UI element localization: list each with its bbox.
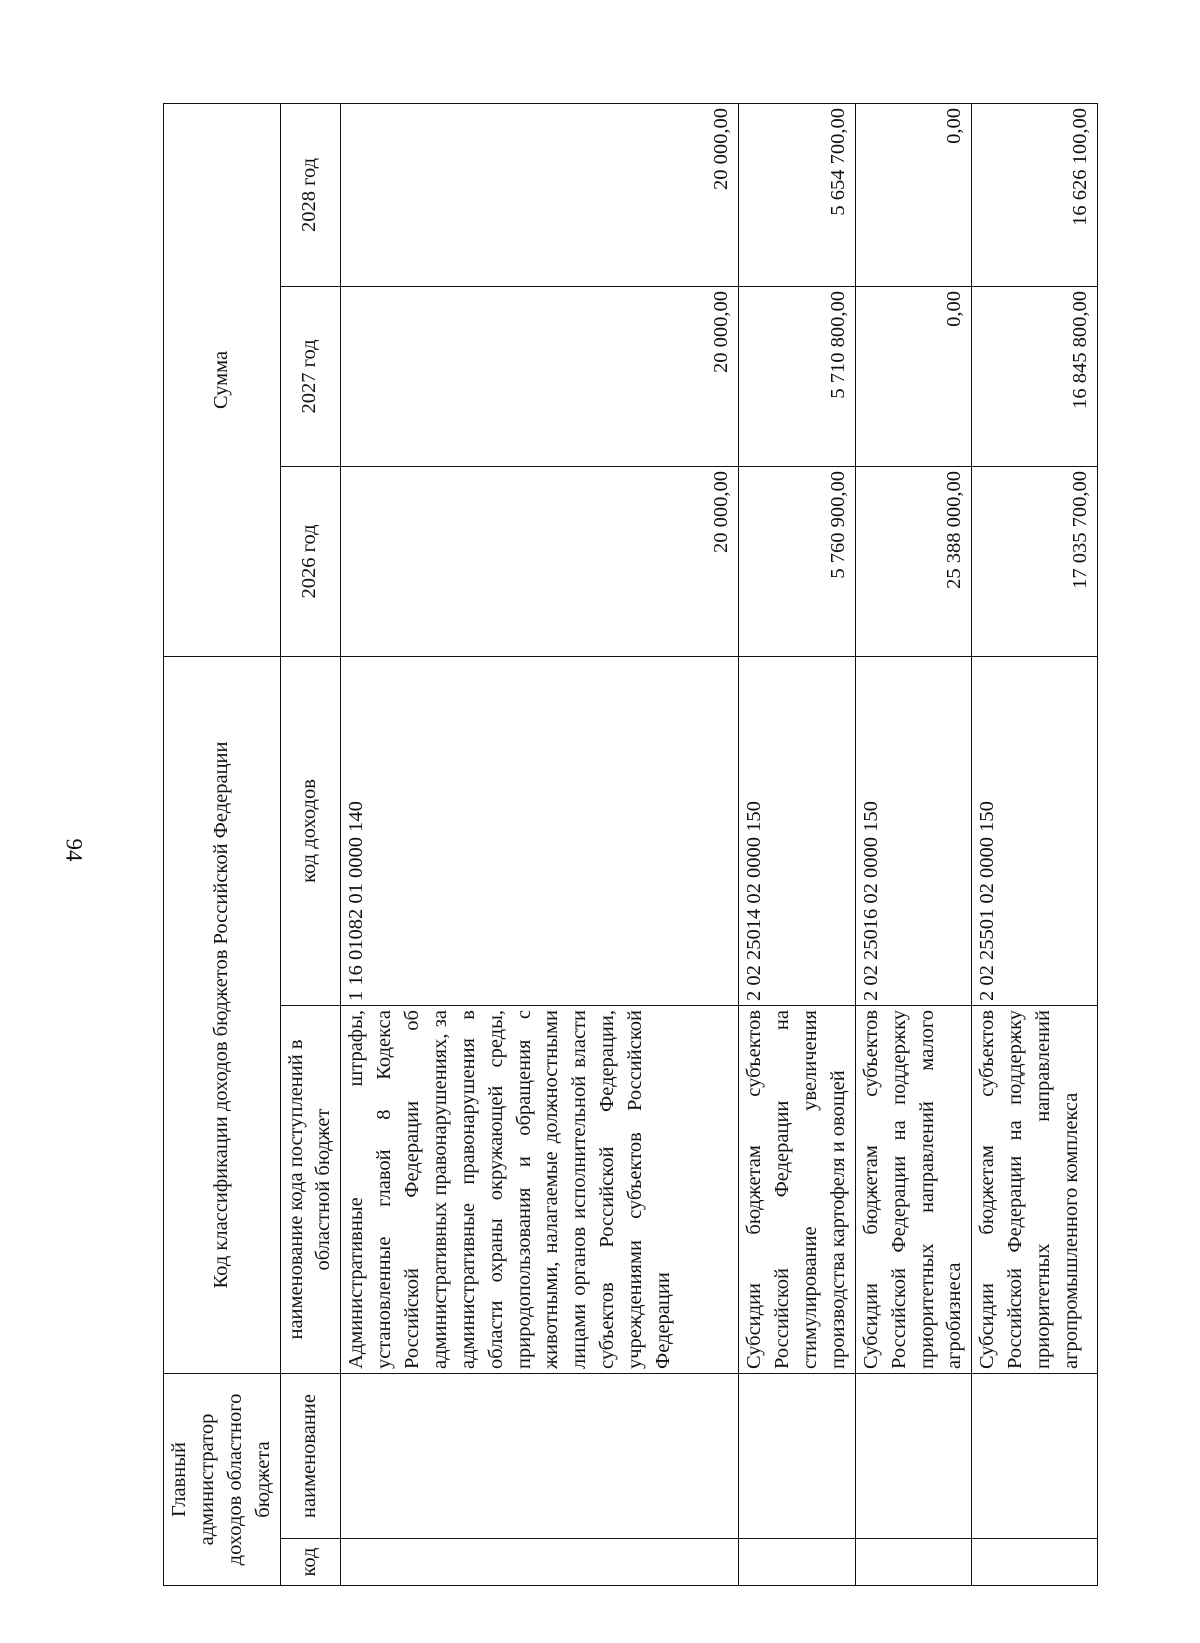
revenue-table bbox=[163, 103, 1098, 1586]
amount-2027-cell: 16 845 800,00 bbox=[972, 286, 1098, 466]
amount-2026-cell: 17 035 700,00 bbox=[972, 466, 1098, 656]
income-code-cell: 2 02 25014 02 0000 150 bbox=[739, 656, 856, 1005]
admin-code-cell bbox=[739, 1539, 856, 1586]
header-sum-group: Сумма bbox=[164, 103, 281, 656]
header-admin-name: наименование bbox=[280, 1374, 341, 1539]
table-row bbox=[739, 103, 856, 1585]
income-name-cell: Административные штрафы, установленные главой 8 Кодекса Российской Федерации об административных правонарушениях, за административные правонарушения в области охраны окружающей среды, природопользования и обращения с животными, налагаемые должностными лицами органов исполнительной власти субъектов Российской Федерации, учреждениями субъектов Российской Федерации bbox=[341, 1006, 739, 1374]
amount-2027-cell: 0,00 bbox=[855, 286, 972, 466]
admin-name-cell bbox=[341, 1374, 739, 1539]
header-admin-code: код bbox=[280, 1539, 341, 1586]
admin-code-cell bbox=[855, 1539, 972, 1586]
admin-code-cell bbox=[972, 1539, 1098, 1586]
header-admin-group: Главный администратор доходов областного бюджета bbox=[164, 1374, 281, 1586]
amount-2026-cell: 5 760 900,00 bbox=[739, 466, 856, 656]
income-name-cell: Субсидии бюджетам субъектов Российской Федерации на поддержку приоритетных направлений агропромышленного комплекса bbox=[972, 1006, 1098, 1374]
amount-2028-cell: 20 000,00 bbox=[341, 103, 739, 286]
amount-2028-cell: 0,00 bbox=[855, 103, 972, 286]
header-year-2027: 2027 год bbox=[280, 286, 341, 466]
income-name-cell: Субсидии бюджетам субъектов Российской Федерации на поддержку приоритетных направлений малого агробизнеса bbox=[855, 1006, 972, 1374]
income-code-cell: 1 16 01082 01 0000 140 bbox=[341, 656, 739, 1005]
income-name-cell: Субсидии бюджетам субъектов Российской Федерации на стимулирование увеличения производства картофеля и овощей bbox=[739, 1006, 856, 1374]
table-row bbox=[972, 103, 1098, 1585]
header-year-2026: 2026 год bbox=[280, 466, 341, 656]
amount-2028-cell: 5 654 700,00 bbox=[739, 103, 856, 286]
rotated-table-container bbox=[163, 104, 1092, 1586]
amount-2026-cell: 20 000,00 bbox=[341, 466, 739, 656]
header-year-2028: 2028 год bbox=[280, 103, 341, 286]
header-income-name: наименование кода поступлений в областной бюджет bbox=[280, 1006, 341, 1374]
admin-code-cell bbox=[341, 1539, 739, 1586]
amount-2027-cell: 5 710 800,00 bbox=[739, 286, 856, 466]
income-code-cell: 2 02 25016 02 0000 150 bbox=[855, 656, 972, 1005]
amount-2026-cell: 25 388 000,00 bbox=[855, 466, 972, 656]
amount-2028-cell: 16 626 100,00 bbox=[972, 103, 1098, 286]
table-row bbox=[341, 103, 739, 1585]
admin-name-cell bbox=[972, 1374, 1098, 1539]
page-number: 94 bbox=[61, 838, 87, 862]
amount-2027-cell: 20 000,00 bbox=[341, 286, 739, 466]
table-row bbox=[855, 103, 972, 1585]
header-classification-group: Код классификации доходов бюджетов Российской Федерации bbox=[164, 656, 281, 1373]
admin-name-cell bbox=[739, 1374, 856, 1539]
income-code-cell: 2 02 25501 02 0000 150 bbox=[972, 656, 1098, 1005]
header-income-code: код доходов bbox=[280, 656, 341, 1005]
admin-name-cell bbox=[855, 1374, 972, 1539]
